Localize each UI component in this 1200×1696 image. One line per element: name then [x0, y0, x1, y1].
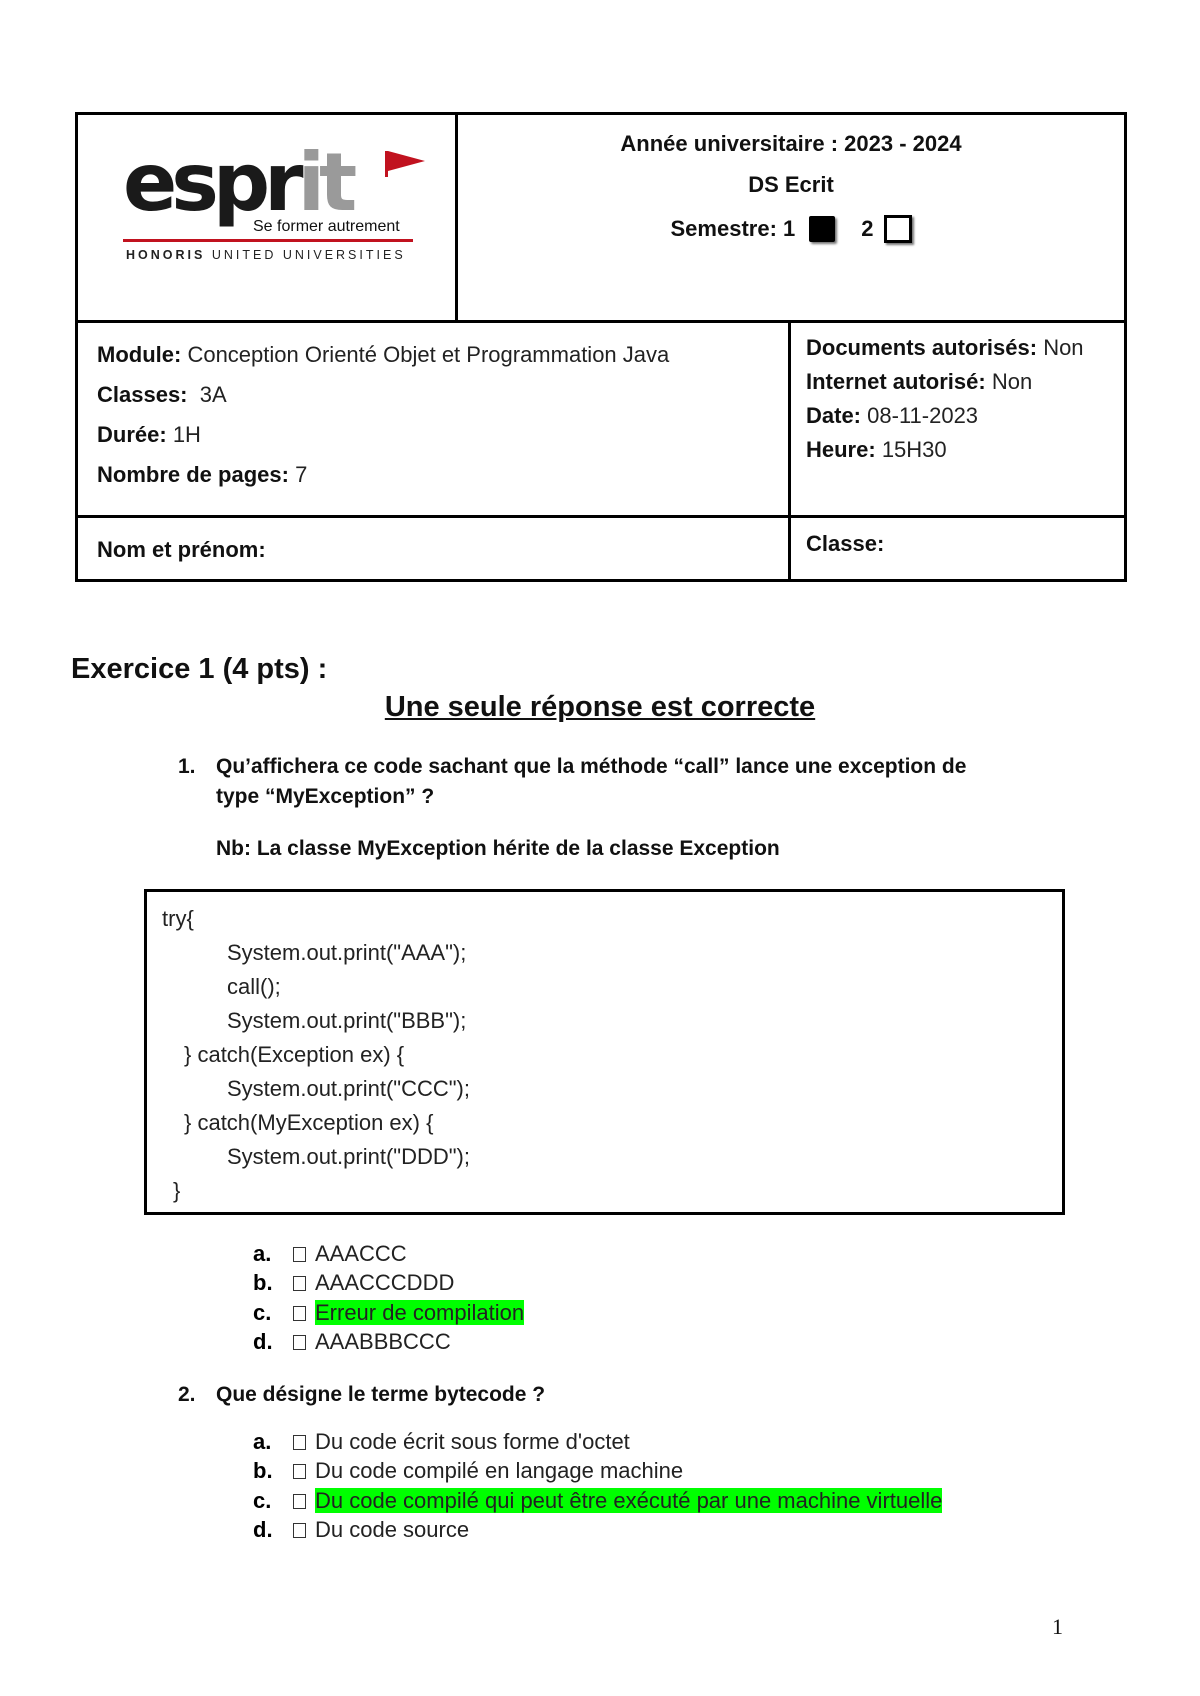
checkbox-icon [293, 1276, 306, 1291]
question-2-number: 2. [178, 1383, 196, 1406]
module-field: Module: Conception Orienté Objet et Programmation Java [97, 342, 670, 367]
class-field[interactable]: Classe: [806, 531, 885, 556]
question-1-number: 1. [178, 755, 196, 778]
divider [78, 320, 1124, 323]
checkbox-icon [293, 1523, 306, 1538]
logo-tagline: Se former autrement [253, 218, 400, 235]
logo-network: HONORIS UNITED UNIVERSITIES [126, 248, 406, 262]
code-line: } [173, 1178, 181, 1203]
page-number: 1 [1052, 1614, 1063, 1639]
logo-wordmark: esprit [123, 136, 352, 229]
code-line: System.out.print("AAA"); [227, 940, 467, 965]
time-field: Heure: 15H30 [806, 437, 947, 462]
question-2-text: Que désigne le terme bytecode ? [216, 1383, 546, 1406]
q2-option-d[interactable]: d. Du code source [253, 1517, 470, 1542]
q1-option-c[interactable]: c. Erreur de compilation [253, 1300, 525, 1325]
classes-field: Classes: 3A [97, 382, 227, 407]
pages-field: Nombre de pages: 7 [97, 462, 308, 487]
question-1-text-line2: type “MyException” ? [216, 785, 435, 808]
esprit-logo [78, 115, 455, 320]
exam-type: DS Ecrit [748, 172, 834, 197]
code-line: System.out.print("CCC"); [227, 1076, 470, 1101]
q1-option-a[interactable]: a. AAACCC [253, 1241, 407, 1266]
exercise-instruction: Une seule réponse est correcte [384, 691, 816, 723]
internet-field: Internet autorisé: Non [806, 369, 1033, 394]
name-field[interactable]: Nom et prénom: [97, 537, 266, 562]
checkbox-icon [293, 1247, 306, 1262]
checkbox-icon [293, 1306, 306, 1321]
question-1-text-line1: Qu’affichera ce code sachant que la méthode “call” lance une exception de [216, 755, 967, 778]
code-line: try{ [162, 906, 194, 931]
checkbox-icon [293, 1335, 306, 1350]
logo-rule [123, 239, 413, 242]
duration-field: Durée: 1H [97, 422, 201, 447]
code-line: } catch(Exception ex) { [184, 1042, 405, 1067]
exam-header-table [75, 112, 1127, 582]
code-line: call(); [227, 974, 281, 999]
exam-title-cell [458, 115, 1124, 320]
exercise-title: Exercice 1 (4 pts) : [71, 653, 328, 685]
correct-answer-highlight: Erreur de compilation [315, 1300, 525, 1325]
q1-option-b[interactable]: b. AAACCCDDD [253, 1270, 455, 1295]
semester-1-checkbox-checked[interactable] [809, 216, 835, 242]
q1-option-d[interactable]: d. AAABBBCCC [253, 1329, 451, 1354]
question-1-note: Nb: La classe MyException hérite de la classe Exception [216, 837, 780, 860]
checkbox-icon [293, 1464, 306, 1479]
date-field: Date: 08-11-2023 [806, 403, 979, 428]
q2-option-a[interactable]: a. Du code écrit sous forme d'octet [253, 1429, 630, 1454]
q2-option-b[interactable]: b. Du code compilé en langage machine [253, 1458, 684, 1483]
flag-icon [385, 151, 425, 177]
code-line: System.out.print("DDD"); [227, 1144, 470, 1169]
code-line: System.out.print("BBB"); [227, 1008, 467, 1033]
code-snippet [144, 889, 1065, 1215]
documents-field: Documents autorisés: Non [806, 335, 1084, 360]
checkbox-icon [293, 1435, 306, 1450]
divider [78, 515, 1124, 518]
checkbox-icon [293, 1494, 306, 1509]
divider [788, 320, 791, 579]
semester-2-checkbox[interactable] [884, 215, 912, 243]
code-line: } catch(MyException ex) { [184, 1110, 434, 1135]
semester-row: Semestre: 1 2 [458, 215, 1124, 243]
academic-year: Année universitaire : 2023 - 2024 [620, 131, 962, 156]
correct-answer-highlight: Du code compilé qui peut être exécuté par une machine virtuelle [315, 1488, 943, 1513]
q2-option-c[interactable]: c. Du code compilé qui peut être exécuté par une machine virtuelle [253, 1488, 943, 1513]
